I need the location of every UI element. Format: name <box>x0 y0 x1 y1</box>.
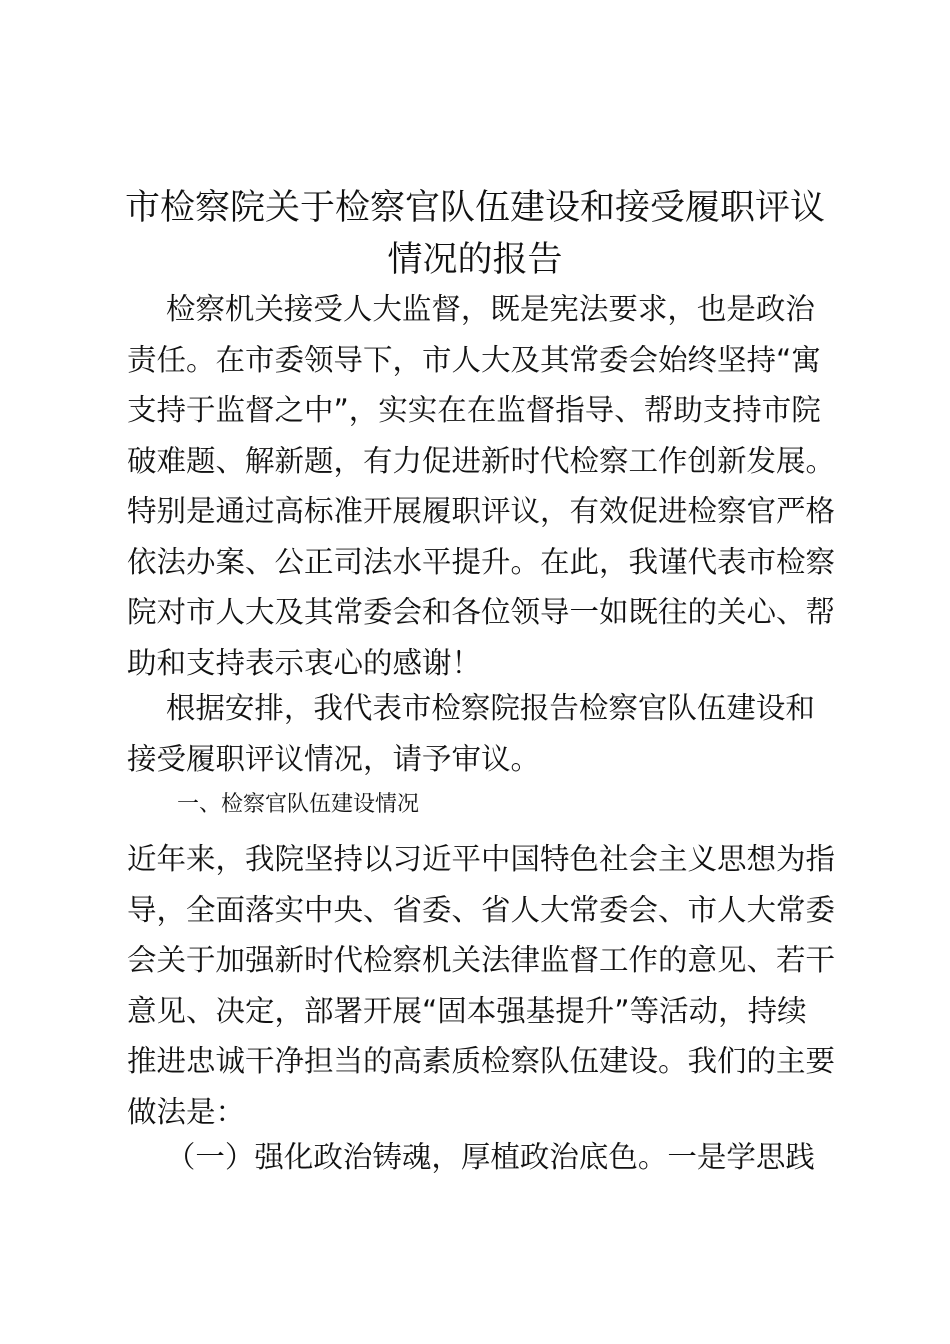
subsection-paragraph <box>127 1132 832 1183</box>
document-title <box>110 182 840 286</box>
title-line-2: 情况的报告 <box>387 240 563 280</box>
text-line: 支持于监督之中”，实实在在监督指导、帮助支持市院 <box>127 393 821 427</box>
section-heading: 一、检察官队伍建设情况 <box>177 792 420 817</box>
text-line: 近年来，我院坚持以习近平中国特色社会主义思想为指 <box>127 842 836 876</box>
text-line: 依法办案、公正司法水平提升。在此，我谨代表市检察 <box>127 544 836 579</box>
text-line: 做法是： <box>127 1094 246 1129</box>
arrangement-paragraph <box>127 683 832 784</box>
text-line: 检察机关接受人大监督，既是宪法要求，也是政治 <box>127 292 815 326</box>
text-line: 会关于加强新时代检察机关法律监督工作的意见、若干 <box>127 943 836 977</box>
section-paragraph <box>127 834 836 1137</box>
text-line: 推进忠诚干净担当的高素质检察队伍建设。我们的主要 <box>127 1044 836 1078</box>
text-line: 院对市人大及其常委会和各位领导一如既往的关心、帮 <box>127 595 836 629</box>
text-line: （一）强化政治铸魂，厚植政治底色。一是学思践 <box>127 1140 815 1174</box>
title-line-1: 市检察院关于检察官队伍建设和接受履职评议 <box>124 188 825 228</box>
text-line: 接受履职评议情况，请予审议。 <box>127 741 541 776</box>
text-line: 破难题、解新题，有力促进新时代检察工作创新发展。 <box>127 443 836 478</box>
text-line: 责任。在市委领导下，市人大及其常委会始终坚持“寓 <box>127 342 821 377</box>
text-line: 意见、决定，部署开展“固本强基提升”等活动，持续 <box>127 993 807 1028</box>
text-line: 导，全面落实中央、省委、省人大常委会、市人大常委 <box>127 892 836 927</box>
text-line: 助和支持表示衷心的感谢！ <box>127 645 482 680</box>
text-line: 根据安排，我代表市检察院报告检察官队伍建设和 <box>127 691 815 725</box>
text-line: 特别是通过高标准开展履职评议，有效促进检察官严格 <box>127 494 836 528</box>
intro-paragraph <box>127 284 836 688</box>
